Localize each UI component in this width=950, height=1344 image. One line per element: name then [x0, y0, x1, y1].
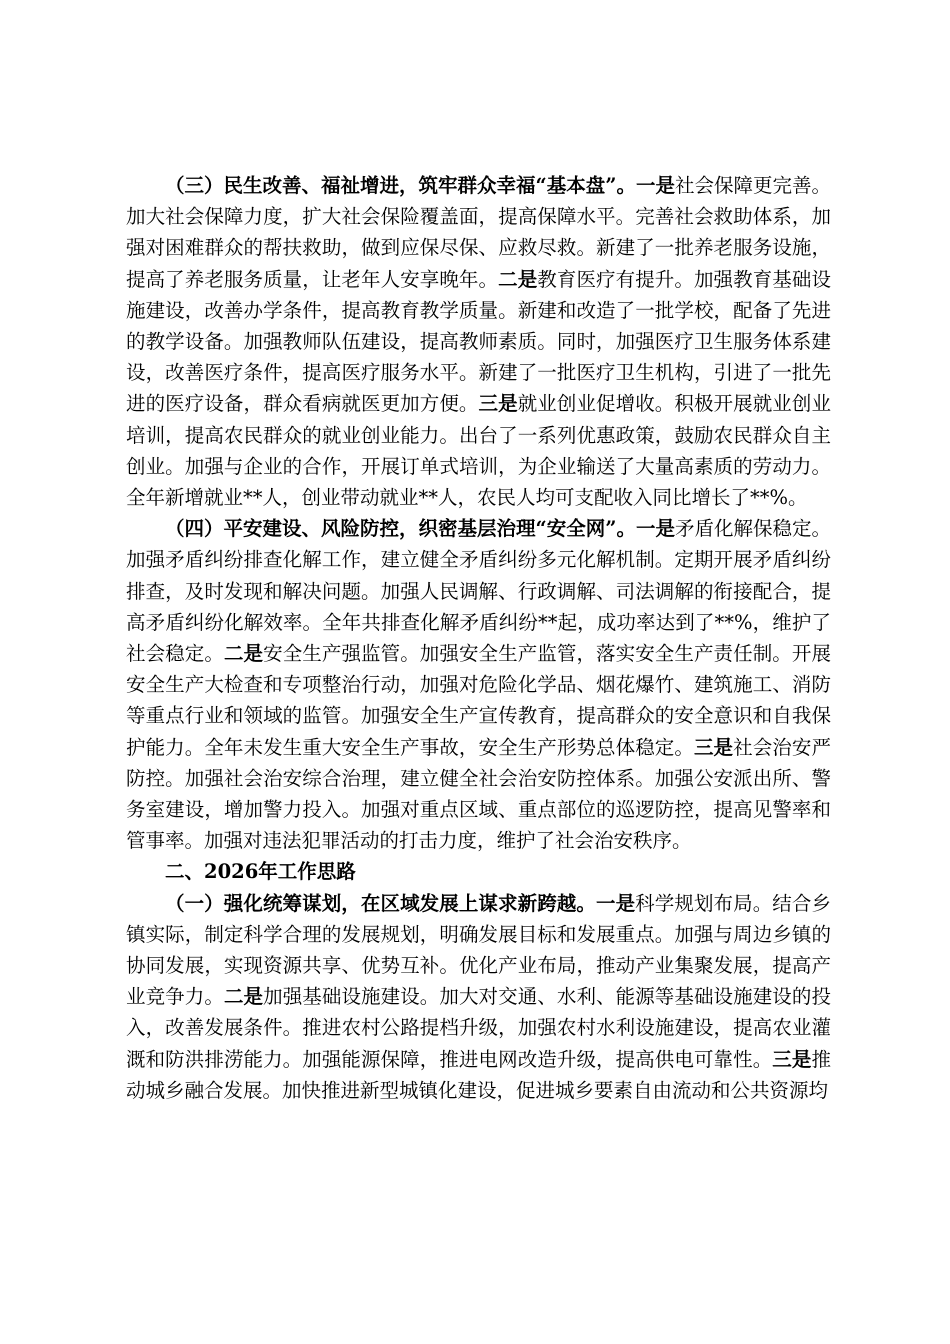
paragraph-title: （一）强化统筹谋划，在区域发展上谋求新跨越。 — [165, 891, 596, 915]
paragraph-safety — [126, 513, 831, 856]
paragraph-text: 科学规划布局。结合乡镇实际，制定科学合理的发展规划，明确发展目标和发展重点。加强与周边乡镇的协同发展，实现资源共享、优势互补。优化产业布局，推动产业集聚发展，提高产业竞争力。 — [126, 891, 831, 1009]
point-marker: 二是 — [223, 642, 264, 666]
point-marker: 一是 — [595, 891, 636, 915]
paragraph-text: 就业创业促增收。积极开展就业创业培训，提高农民群众的就业创业能力。出台了一系列优惠政策，鼓励农民群众自主创业。加强与企业的合作，开展订单式培训，为企业输送了大量高素质的劳动力。全年新增就业**人，创业带动就业**人，农民人均可支配收入同比增长了**%。 — [126, 392, 831, 510]
point-marker: 三是 — [693, 735, 734, 759]
paragraph-planning — [126, 888, 831, 1106]
paragraph-text: 矛盾化解保稳定。加强矛盾纠纷排查化解工作，建立健全矛盾纠纷多元化解机制。定期开展矛盾纠纷排查，及时发现和解决问题。加强人民调解、行政调解、司法调解的衔接配合，提高矛盾纠纷化解效率。全年共排查化解矛盾纠纷**起，成功率达到了**%，维护了社会稳定。 — [126, 517, 831, 666]
point-marker: 一是 — [635, 174, 675, 197]
paragraph-text: 安全生产强监管。加强安全生产监管，落实安全生产责任制。开展安全生产大检查和专项整治行动，加强对危险化学品、烟花爆竹、建筑施工、消防等重点行业和领域的监管。加强安全生产宣传教育，提高群众的安全意识和自我保护能力。全年未发生重大安全生产事故，安全生产形势总体稳定。 — [126, 642, 831, 759]
section-heading: 二、2026年工作思路 — [165, 860, 356, 884]
point-marker: 三是 — [772, 1047, 812, 1071]
point-marker: 一是 — [635, 517, 675, 541]
paragraph-text: 社会治安严防控。加强社会治安综合治理，建立健全社会治安防控体系。加强公安派出所、警务室建设，增加警力投入。加强对重点区域、重点部位的巡逻防控，提高见警率和管事率。加强对违法犯罪活动的打击力度，维护了社会治安秩序。 — [126, 735, 831, 853]
paragraph-livelihood — [126, 170, 831, 513]
paragraph-title: （四）平安建设、风险防控，织密基层治理“安全网”。 — [165, 517, 636, 541]
point-marker: 二是 — [498, 267, 538, 291]
paragraph-text: 社会保障更完善。加大社会保障力度，扩大社会保险覆盖面，提高保障水平。完善社会救助体系，加强对困难群众的帮扶救助，做到应保尽保、应救尽救。新建了一批养老服务设施，提高了养老服务质量，让老年人安享晚年。 — [126, 174, 831, 291]
paragraph-title: （三）民生改善、福祉增进，筑牢群众幸福“基本盘”。 — [165, 174, 636, 197]
point-marker: 三是 — [478, 392, 518, 416]
point-marker: 二是 — [223, 985, 264, 1009]
paragraph-text: 加强基础设施建设。加大对交通、水利、能源等基础设施建设的投入，改善发展条件。推进农村公路提档升级，加强农村水利设施建设，提高农业灌溉和防洪排涝能力。加强能源保障，推进电网改造升级，提高供电可靠性。 — [126, 985, 831, 1071]
paragraph-text: 推动城乡融合发展。加快推进新型城镇化建设，促进城乡要素自由流动和公共资源均 — [126, 1047, 831, 1102]
paragraph-text: 教育医疗有提升。加强教育基础设施建设，改善办学条件，提高教育教学质量。新建和改造了一批学校，配备了先进的教学设备。加强教师队伍建设，提高教师素质。同时，加强医疗卫生服务体系建设，改善医疗条件，提高医疗服务水平。新建了一批医疗卫生机构，引进了一批先进的医疗设备，群众看病就医更加方便。 — [126, 267, 831, 416]
document-body — [126, 170, 831, 1106]
